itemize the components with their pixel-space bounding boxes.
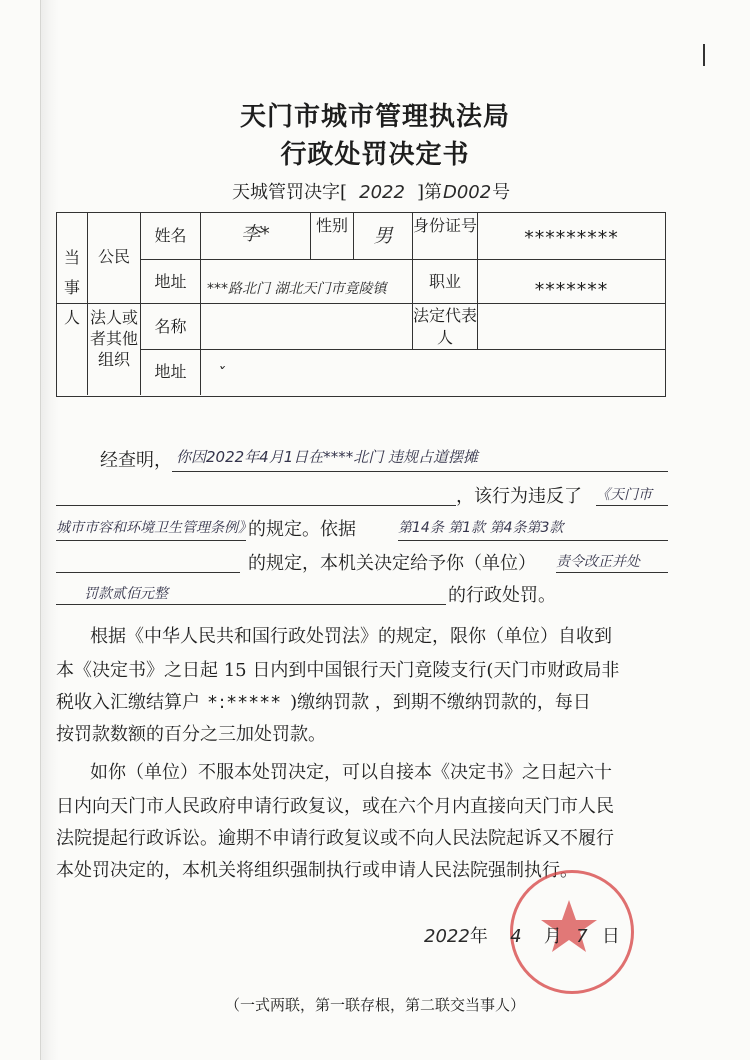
doc-prefix: 天城管罚决字[ xyxy=(232,182,348,203)
name-label: 姓名 xyxy=(154,226,187,245)
finding-fill-3: 城市市容和环境卫生管理条例》 xyxy=(56,520,252,536)
party-label: 当事人 xyxy=(63,248,80,327)
date-month: 4 xyxy=(510,926,522,947)
doc-mid: ]第 xyxy=(417,182,443,203)
finding-fill-6: 罚款贰佰元整 xyxy=(84,586,168,602)
agency-title: 天门市城市管理执法局 xyxy=(239,102,510,132)
penalty-end: 的行政处罚。 xyxy=(448,585,556,606)
org-name-label: 名称 xyxy=(154,317,187,336)
finding-fill-5: 责令改正并处 xyxy=(556,554,640,570)
id-label: 身份证号 xyxy=(413,216,478,235)
id-value: ********* xyxy=(524,227,619,249)
decision-text: 的规定，本机关决定给予你（单位） xyxy=(248,553,536,574)
provision-text: 的规定。依据 xyxy=(248,519,356,540)
appeal-line-2: 日内向天门市人民政府申请行政复议，或在六个月内直接向天门市人民 xyxy=(56,796,614,817)
payment-line-3b: )缴纳罚款 ，到期不缴纳罚款的，每日 xyxy=(290,692,591,713)
payment-line-1: 根据《中华人民共和国行政处罚法》的规定，限你（单位）自收到 xyxy=(90,626,612,647)
payment-line-3a: 税收入汇缴结算户 xyxy=(56,692,200,713)
payment-line-3 xyxy=(56,688,591,714)
finding-fill-2: 《天门市 xyxy=(596,487,652,503)
date-month-label: 月 xyxy=(543,926,562,947)
date-year: 2022 xyxy=(424,926,470,947)
occupation-value: ******* xyxy=(534,279,609,301)
account-number: *:***** xyxy=(208,692,283,713)
payment-line-2: 本《决定书》之日起 15 日内到中国银行天门竟陵支行(天门市财政局非 xyxy=(56,660,620,681)
gender-label: 性别 xyxy=(315,216,348,235)
citizen-label: 公民 xyxy=(97,247,130,266)
org-address-value: ˇ xyxy=(217,364,225,383)
copy-note: （一式两联，第一联存根，第二联交当事人） xyxy=(224,996,525,1014)
date-day: 7 xyxy=(576,926,588,947)
appeal-line-3: 法院提起行政诉讼。逾期不申请行政复议或不向人民法院起诉又不履行 xyxy=(56,828,614,849)
occupation-label: 职业 xyxy=(428,272,461,291)
org-address-label: 地址 xyxy=(154,362,187,381)
finding-prefix: 经查明， xyxy=(100,450,172,471)
doc-number-value: D002 xyxy=(442,182,492,203)
document-title: 行政处罚决定书 xyxy=(280,140,470,170)
party-info-table xyxy=(56,212,666,397)
legal-entity-label: 法人或者其他组织 xyxy=(89,308,138,369)
doc-suffix: 号 xyxy=(492,182,511,203)
appeal-line-4: 本处罚决定的，本机关将组织强制执行或申请人民法院强制执行。 xyxy=(56,860,578,881)
issue-date xyxy=(424,922,620,948)
address-value: ***路北门 湖北天门市竟陵镇 xyxy=(207,281,387,297)
date-day-label: 日 xyxy=(601,926,620,947)
doc-year: 2022 xyxy=(359,182,405,203)
finding-fill-4: 第14条 第1款 第4条第3款 xyxy=(398,520,564,536)
payment-line-4: 按罚款数额的百分之三加处罚款。 xyxy=(56,724,326,745)
gender-value: 男 xyxy=(373,225,393,247)
finding-fill-1: 你因2022年4月1日在****北门 违规占道摆摊 xyxy=(176,448,479,466)
document-number xyxy=(232,178,510,204)
violation-text: ，该行为违反了 xyxy=(456,486,582,507)
name-value: 李* xyxy=(241,223,270,245)
legal-rep-label: 法定代表人 xyxy=(413,306,478,347)
margin-mark xyxy=(703,44,705,66)
appeal-line-1: 如你（单位）不服本处罚决定，可以自接本《决定书》之日起六十 xyxy=(90,762,612,783)
date-year-label: 年 xyxy=(469,926,488,947)
address-label: 地址 xyxy=(154,272,187,291)
